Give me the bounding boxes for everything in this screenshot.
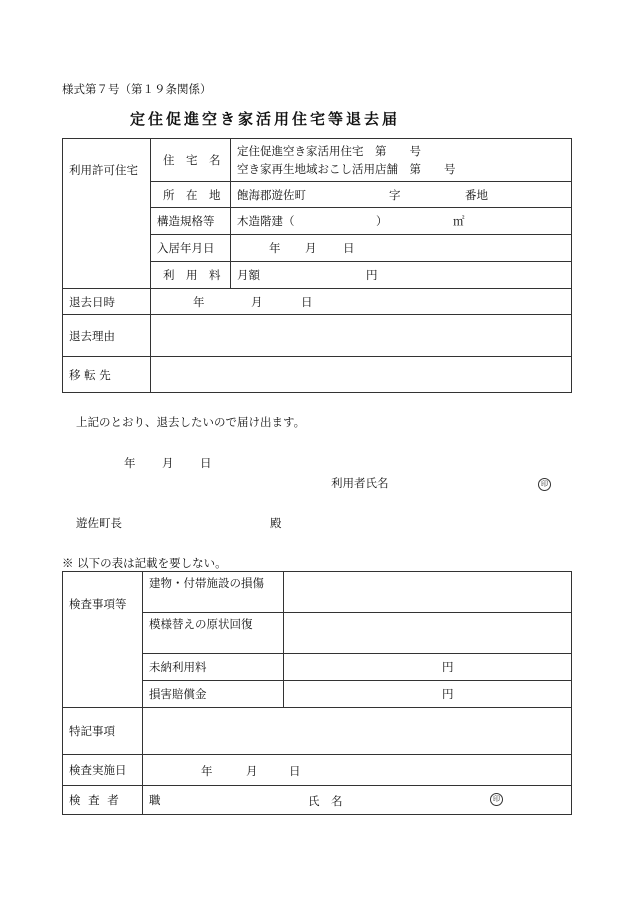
date-year: 年 xyxy=(124,456,136,470)
fee-yen: 円 xyxy=(366,268,378,282)
page-title: 定住促進空き家活用住宅等退去届 xyxy=(130,110,401,128)
housing-name-line2: 空き家再生地域おこし活用店舗 第 号 xyxy=(237,162,456,176)
address-town: 飽海郡遊佐町 xyxy=(237,187,306,202)
form-number: 様式第７号（第１９条関係） xyxy=(62,82,212,96)
structure-close: ） xyxy=(376,214,388,228)
recipient-mayor: 遊佐町長 xyxy=(76,516,122,530)
new-address-label: 移 転 先 xyxy=(63,357,151,393)
new-address-field[interactable] xyxy=(151,357,572,393)
movein-month: 月 xyxy=(305,241,317,255)
structure-field[interactable] xyxy=(231,208,572,235)
structure-unit: ㎡ xyxy=(453,214,465,228)
unpaid-fee-yen: 円 xyxy=(442,660,454,674)
leave-date-field[interactable] xyxy=(151,289,572,315)
leave-reason-field[interactable] xyxy=(151,315,572,357)
address-banchi: 番地 xyxy=(465,188,488,202)
leave-date-month: 月 xyxy=(251,295,263,309)
recipient-honorific: 殿 xyxy=(270,516,282,530)
user-seal[interactable] xyxy=(538,475,551,491)
housing-name-label: 住 宅 名 xyxy=(151,139,231,182)
leave-reason-label: 退去理由 xyxy=(63,315,151,357)
leave-date-label: 退去日時 xyxy=(63,289,151,315)
inspection-table xyxy=(62,571,572,815)
fee-field[interactable] xyxy=(231,262,572,289)
date-month: 月 xyxy=(162,456,174,470)
fee-monthly: 月額 xyxy=(237,268,260,282)
restoration-label: 模様替えの原状回復 xyxy=(143,613,284,654)
address-field[interactable] xyxy=(231,182,572,208)
structure-value: 木造階建（ xyxy=(237,214,295,228)
movein-label: 入居年月日 xyxy=(151,235,231,262)
unpaid-fee-field[interactable] xyxy=(284,654,572,681)
structure-label: 構造規格等 xyxy=(151,208,231,235)
inspection-date-field[interactable] xyxy=(143,755,572,786)
address-label: 所 在 地 xyxy=(151,182,231,208)
leave-date-day: 日 xyxy=(301,295,313,309)
inspection-date-month: 月 xyxy=(246,764,258,778)
leave-date-year: 年 xyxy=(193,295,205,309)
remarks-label: 特記事項 xyxy=(63,708,143,755)
inspector-label: 検 査 者 xyxy=(63,786,143,815)
permit-table xyxy=(62,138,572,393)
damages-yen: 円 xyxy=(442,687,454,701)
inspection-date-label: 検査実施日 xyxy=(63,755,143,786)
permit-section-label: 利用許可住宅 xyxy=(63,139,151,289)
inspection-date-year: 年 xyxy=(201,764,213,778)
position-label: 職 xyxy=(149,793,161,807)
seal-mark: 印 xyxy=(538,478,551,491)
building-damage-field[interactable] xyxy=(284,572,572,613)
fee-label: 利 用 料 xyxy=(151,262,231,289)
date-day: 日 xyxy=(200,456,212,470)
address-aza: 字 xyxy=(389,188,401,202)
damages-label: 損害賠償金 xyxy=(143,681,284,708)
movein-field[interactable] xyxy=(231,235,572,262)
movein-year: 年 xyxy=(269,241,281,255)
restoration-field[interactable] xyxy=(284,613,572,654)
note: ※ 以下の表は記載を要しない。 xyxy=(62,556,227,570)
inspector-name-label: 氏 名 xyxy=(308,794,343,808)
inspector-field[interactable] xyxy=(143,786,572,815)
remarks-field[interactable] xyxy=(143,708,572,755)
inspection-section-label: 検査事項等 xyxy=(63,572,143,708)
damages-field[interactable] xyxy=(284,681,572,708)
unpaid-fee-label: 未納利用料 xyxy=(143,654,284,681)
inspector-seal[interactable]: 印 xyxy=(490,793,503,806)
building-damage-label: 建物・付帯施設の損傷 xyxy=(143,572,284,613)
user-name-label: 利用者氏名 xyxy=(331,476,389,490)
statement: 上記のとおり、退去したいので届け出ます。 xyxy=(76,415,306,429)
inspection-date-day: 日 xyxy=(289,764,301,778)
housing-name-field[interactable] xyxy=(231,139,572,182)
movein-day: 日 xyxy=(343,241,355,255)
housing-name-line1: 定住促進空き家活用住宅 第 号 xyxy=(237,144,421,158)
